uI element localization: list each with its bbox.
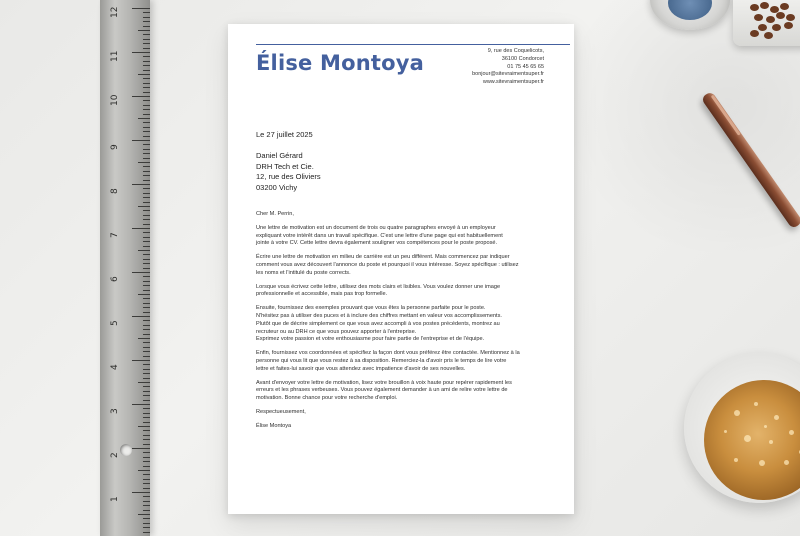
ruler-tick — [143, 307, 150, 308]
contact-line: bonjour@sitevraimentsuper.fr — [472, 71, 544, 78]
ruler-tick — [143, 202, 150, 203]
coffee-foam-dot — [784, 460, 789, 465]
body-line: expliquant votre intérêt dans un travail spécifique. C'est une lettre d'une page qui est habituellement — [256, 232, 503, 239]
ruler-tick — [143, 193, 150, 194]
body-line: N'hésitez pas à utiliser des puces et à inclure des chiffres mettant en valeur vos accomplissements. — [256, 312, 502, 319]
ruler-tick — [132, 448, 150, 449]
ruler-tick — [143, 290, 150, 291]
ruler-tick — [143, 501, 150, 502]
ruler-tick — [143, 342, 150, 343]
coffee-foam-dot — [744, 435, 751, 442]
coffee-foam-dot — [754, 402, 758, 406]
ruler-tick — [143, 505, 150, 506]
body-line: erreurs et les phrases verbeuses. Vous pouvez également demander à un ami de relire votre lettre de — [256, 387, 508, 394]
ruler-tick — [143, 175, 150, 176]
ruler-tick — [143, 320, 150, 321]
contact-line: www.sitevraimentsuper.fr — [482, 79, 544, 86]
ruler-tick — [143, 444, 150, 445]
ruler-tick — [143, 12, 150, 13]
ruler-tick — [143, 254, 150, 255]
ruler-tick — [143, 356, 150, 357]
ruler-tick — [143, 329, 150, 330]
ruler-tick — [143, 114, 150, 115]
coffee-bean — [758, 24, 767, 31]
coffee-foam-dot — [724, 430, 727, 433]
ruler-tick — [143, 435, 150, 436]
letter-date: Le 27 juillet 2025 — [256, 130, 313, 139]
ruler-tick — [132, 272, 150, 273]
ruler-tick — [143, 413, 150, 414]
ruler-tick — [143, 241, 150, 242]
ruler-tick — [132, 492, 150, 493]
ruler-tick — [138, 470, 150, 471]
ruler-tick — [143, 215, 150, 216]
ruler-tick — [138, 74, 150, 75]
coffee-foam-dot — [769, 440, 773, 444]
ruler-tick — [132, 96, 150, 97]
ruler-tick — [143, 496, 150, 497]
coffee-bean — [760, 2, 769, 9]
ruler-number: 2 — [110, 452, 120, 458]
coffee-bean — [750, 4, 759, 11]
body-line: Avant d'envoyer votre lettre de motivation, lisez votre brouillon à voix haute pour repérer rapidement les — [256, 379, 512, 386]
ruler-tick — [143, 26, 150, 27]
body-line: professionnelle et accessible, mais pas trop formelle. — [256, 291, 388, 298]
ruler-tick — [143, 518, 150, 519]
ruler-tick — [132, 140, 150, 141]
ruler-tick — [143, 188, 150, 189]
ruler-number: 11 — [110, 50, 120, 62]
body-line: recruteur ou au DRH ce que vous pouvez apporter à l'entreprise. — [256, 328, 417, 335]
coffee-bean — [786, 14, 795, 21]
body-paragraph — [256, 305, 548, 344]
body-line: Écrire une lettre de motivation en milieu de carrière est un peu différent. Mais commencez par indiquer — [256, 254, 510, 261]
coffee-foam-dot — [759, 460, 765, 466]
body-line: les noms et l'intitulé du poste corrects. — [256, 269, 351, 276]
ruler-tick — [143, 219, 150, 220]
ruler-number: 9 — [110, 144, 120, 150]
ruler-tick — [132, 8, 150, 9]
ruler-tick — [138, 30, 150, 31]
body-line: jointe à votre CV. Cette lettre devra également souligner vos compétences pour le poste proposé. — [256, 240, 498, 247]
ruler-tick — [143, 153, 150, 154]
body-line: Plutôt que de décrire simplement ce que vous avez accompli à vos postes précédents, montrez au — [256, 320, 500, 327]
ruler-tick — [143, 457, 150, 458]
ruler-tick — [143, 39, 150, 40]
ruler-tick — [143, 237, 150, 238]
body-paragraph — [256, 254, 548, 277]
ruler-tick — [143, 391, 150, 392]
coffee-bean — [776, 12, 785, 19]
ruler-tick — [143, 395, 150, 396]
coffee-foam-dot — [764, 425, 767, 428]
letter-page — [228, 24, 574, 514]
ruler-tick — [143, 92, 150, 93]
ruler-tick — [132, 184, 150, 185]
ruler-tick — [132, 52, 150, 53]
ruler-tick — [143, 281, 150, 282]
ruler-tick — [138, 382, 150, 383]
coffee-beans — [746, 0, 796, 40]
recipient-line: DRH Tech et Cie. — [256, 161, 314, 171]
ruler-tick — [143, 197, 150, 198]
ruler-tick — [143, 87, 150, 88]
ruler-tick — [143, 21, 150, 22]
ruler-tick — [143, 466, 150, 467]
ruler-tick — [143, 483, 150, 484]
body-line: Une lettre de motivation est un document de trois ou quatre paragraphes envoyé à un employeur — [256, 224, 496, 231]
ruler-tick — [143, 347, 150, 348]
ruler-tick — [143, 268, 150, 269]
ruler-tick — [143, 312, 150, 313]
ruler-number: 10 — [110, 94, 120, 106]
ruler-tick — [143, 122, 150, 123]
ruler-tick — [143, 43, 150, 44]
coffee-bean — [750, 30, 759, 37]
ruler-tick — [143, 439, 150, 440]
ruler-number: 1 — [110, 496, 120, 502]
letter-body — [256, 211, 548, 437]
recipient-line: 12, rue des Oliviers — [256, 172, 321, 181]
ruler-tick — [143, 17, 150, 18]
coffee-foam-dot — [734, 410, 740, 416]
ruler-tick — [143, 48, 150, 49]
ruler-tick — [132, 404, 150, 405]
ruler-tick — [143, 527, 150, 528]
body-line: Exprimez votre passion et votre enthousiasme pour faire partie de l'entreprise et de l'équipe. — [256, 336, 485, 343]
ruler-tick — [143, 136, 150, 137]
ruler-tick — [143, 386, 150, 387]
signature: Élise Montoya — [256, 422, 292, 429]
ruler-tick — [138, 206, 150, 207]
ruler-tick — [132, 316, 150, 317]
coffee-bean — [772, 24, 781, 31]
contact-line: 36100 Condorcet — [501, 55, 544, 62]
ruler-tick — [143, 373, 150, 374]
ruler-tick — [143, 149, 150, 150]
ruler-tick — [143, 56, 150, 57]
ruler-tick — [143, 400, 150, 401]
ruler-tick — [143, 474, 150, 475]
recipient-line: Daniel Gérard — [256, 151, 303, 160]
body-line: lettre et faites-lui savoir que vous attendez avec impatience d'avoir de ses nouvelles. — [256, 365, 466, 372]
ruler-tick — [143, 532, 150, 533]
ruler-tick — [143, 408, 150, 409]
body-line: Enfin, fournissez vos coordonnées et spécifiez la façon dont vous préférez être contactée. Mentionnez à la — [256, 350, 520, 357]
ruler-tick — [143, 325, 150, 326]
body-line: personne qui vous lit que vous restez à sa disposition. Remerciez-la d'avoir pris le temps de lire votre — [256, 357, 507, 364]
ruler-tick — [143, 351, 150, 352]
ruler-tick — [143, 158, 150, 159]
header-rule — [256, 44, 570, 45]
ruler-tick — [143, 83, 150, 84]
ruler-tick — [143, 127, 150, 128]
ruler-number: 8 — [110, 188, 120, 194]
ruler-tick — [143, 131, 150, 132]
coffee-bean — [754, 14, 763, 21]
body-paragraph — [256, 225, 548, 248]
ruler-tick — [143, 70, 150, 71]
ruler-tick — [143, 510, 150, 511]
body-line: motivation. Bonne chance pour votre recherche d'emploi. — [256, 395, 398, 402]
ruler-tick — [138, 118, 150, 119]
ruler-tick — [143, 334, 150, 335]
ruler-tick — [138, 294, 150, 295]
ruler-tick — [143, 422, 150, 423]
ruler-number: 7 — [110, 232, 120, 238]
body-line: comment vous avez découvert l'annonce du poste et pourquoi il vous intéresse. Soyez spécifique : utilisez — [256, 261, 519, 268]
ruler-tick — [143, 523, 150, 524]
ruler-tick — [143, 171, 150, 172]
body-paragraph — [256, 380, 548, 403]
ruler-tick — [143, 210, 150, 211]
ruler-tick — [143, 61, 150, 62]
ruler-tick — [138, 162, 150, 163]
ruler-tick — [138, 426, 150, 427]
ruler-tick — [143, 100, 150, 101]
ruler-tick — [143, 144, 150, 145]
ruler-tick — [143, 364, 150, 365]
ruler-tick — [143, 303, 150, 304]
body-paragraph — [256, 284, 548, 300]
ruler-tick — [143, 105, 150, 106]
coffee-bean — [766, 16, 775, 23]
coffee-foam-dot — [789, 430, 794, 435]
body-line: Lorsque vous écrivez cette lettre, utilisez des mots clairs et lisibles. Vous voulez donner une image — [256, 283, 501, 290]
ruler-tick — [143, 488, 150, 489]
ruler-tick — [143, 166, 150, 167]
ruler-tick — [143, 369, 150, 370]
coffee-bean — [780, 3, 789, 10]
contact-line: 01 75 45 65 65 — [507, 63, 544, 70]
body-paragraph — [256, 350, 548, 373]
coffee-bean — [784, 22, 793, 29]
ruler-number: 5 — [110, 320, 120, 326]
ruler-tick — [143, 461, 150, 462]
ruler-tick — [143, 109, 150, 110]
ruler-tick — [143, 65, 150, 66]
ruler-tick — [143, 259, 150, 260]
ruler-tick — [132, 228, 150, 229]
ruler-number: 6 — [110, 276, 120, 282]
ruler-tick — [138, 338, 150, 339]
coffee-bean — [764, 32, 773, 39]
contact-block — [472, 48, 544, 87]
ruler-tick — [143, 232, 150, 233]
ruler-tick — [143, 180, 150, 181]
ruler-tick — [143, 285, 150, 286]
ruler-tick — [132, 360, 150, 361]
salutation: Cher M. Perrin, — [256, 211, 294, 217]
ruler — [100, 0, 150, 536]
coffee-foam-dot — [734, 458, 738, 462]
ruler-tick — [143, 479, 150, 480]
ruler-hole — [120, 444, 132, 456]
ruler-tick — [143, 246, 150, 247]
body-line: Ensuite, fournissez des exemples prouvant que vous êtes la personne parfaite pour le poste. — [256, 305, 486, 312]
ruler-tick — [143, 224, 150, 225]
closing: Respectueusement, — [256, 408, 306, 415]
recipient-block — [256, 151, 321, 193]
ruler-tick — [143, 417, 150, 418]
ruler-tick — [138, 250, 150, 251]
ruler-number: 12 — [110, 6, 120, 18]
ruler-tick — [138, 514, 150, 515]
recipient-line: 03200 Vichy — [256, 182, 298, 192]
coffee-foam-dot — [774, 415, 779, 420]
ruler-tick — [143, 430, 150, 431]
ruler-tick — [143, 378, 150, 379]
sender-name: Élise Montoya — [256, 51, 424, 75]
ruler-tick — [143, 263, 150, 264]
ruler-tick — [143, 34, 150, 35]
contact-line: 9, rue des Coquelicots, — [487, 48, 544, 54]
ruler-tick — [143, 78, 150, 79]
ruler-tick — [143, 276, 150, 277]
ruler-tick — [143, 298, 150, 299]
ruler-number: 3 — [110, 408, 120, 414]
ruler-tick — [143, 452, 150, 453]
ruler-number: 4 — [110, 364, 120, 370]
